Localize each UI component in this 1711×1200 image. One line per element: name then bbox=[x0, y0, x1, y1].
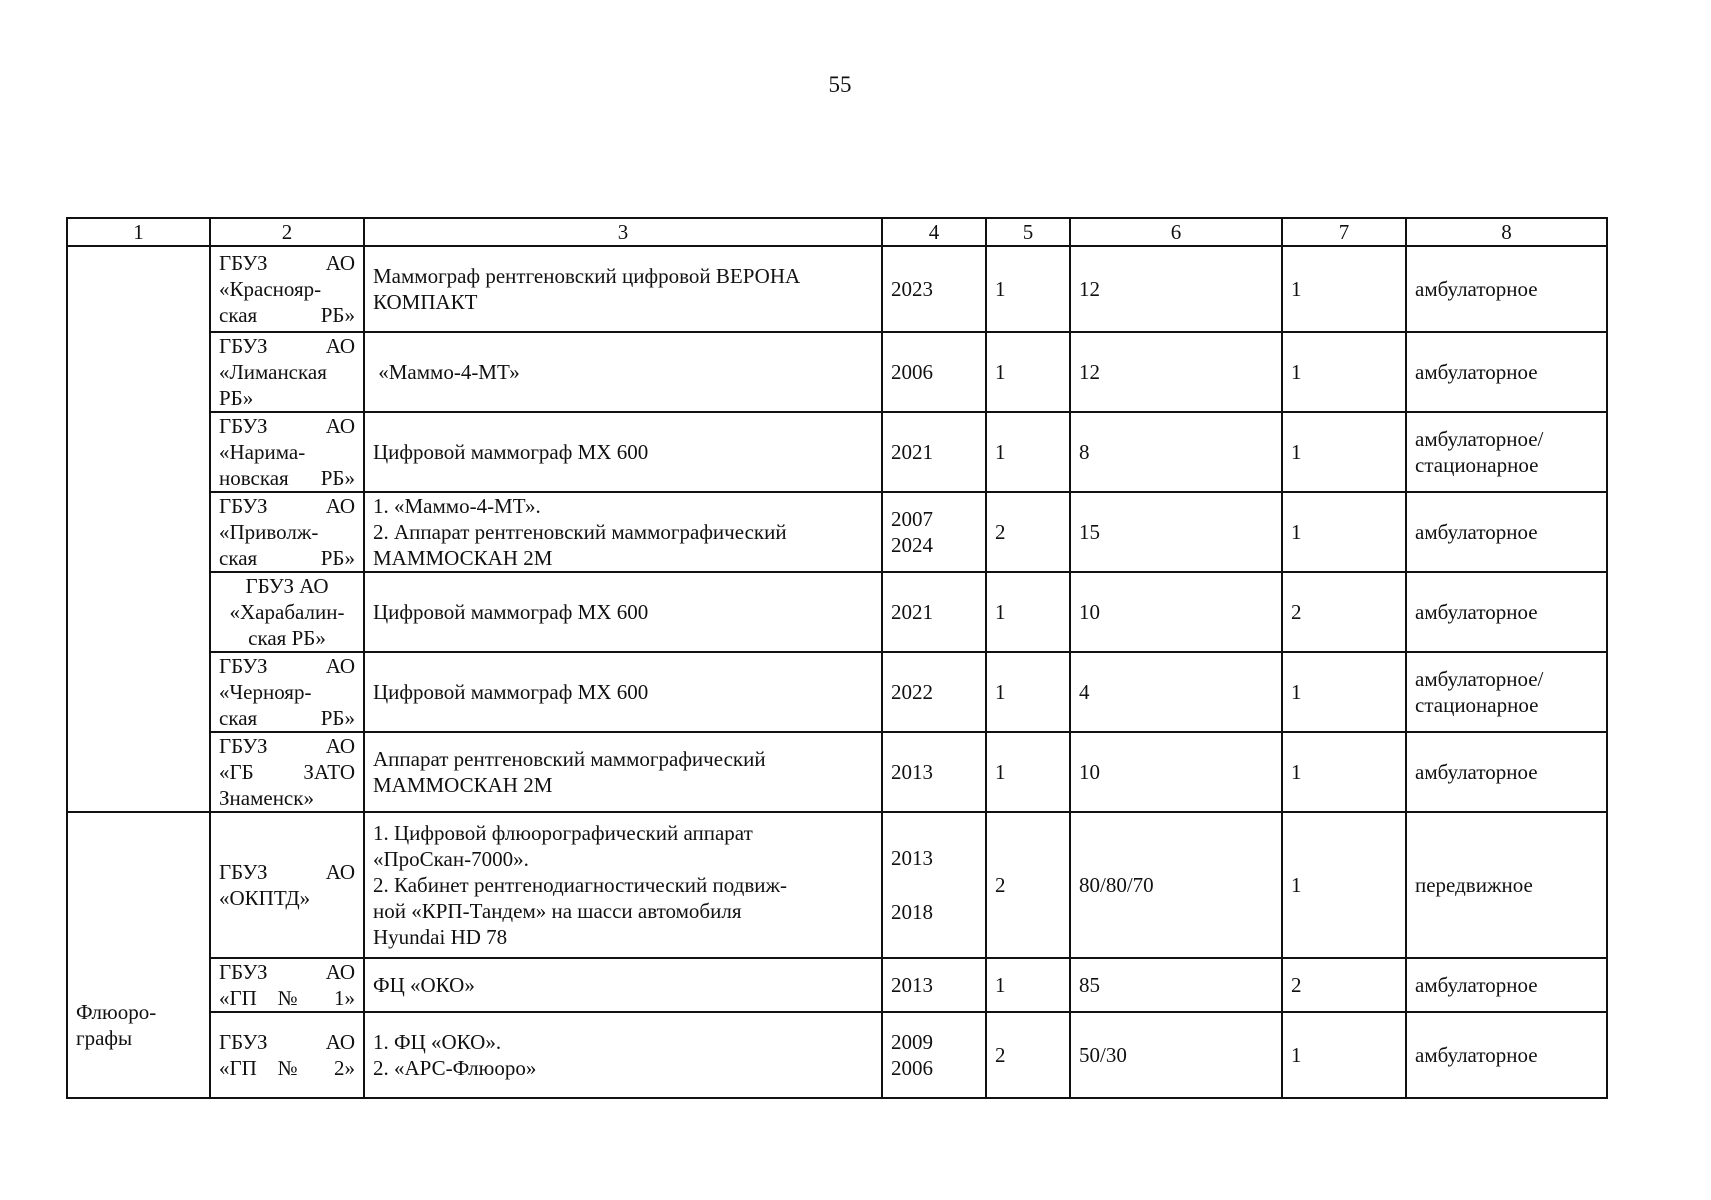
equipment-cell bbox=[364, 812, 882, 958]
equipment-line: ной «КРП-Тандем» на шасси автомобиля bbox=[373, 899, 742, 923]
year-cell bbox=[882, 958, 986, 1012]
equipment-line: МАММОСКАН 2М bbox=[373, 546, 553, 570]
value-cell-c7: 2 bbox=[1282, 572, 1406, 652]
year-line: 2006 bbox=[891, 1056, 933, 1080]
year-line: 2009 bbox=[891, 1030, 933, 1054]
organization-cell bbox=[210, 246, 364, 332]
value-cell-c6: 8 bbox=[1070, 412, 1282, 492]
value-cell-c6: 12 bbox=[1070, 246, 1282, 332]
header-row bbox=[67, 218, 1607, 246]
table-row bbox=[67, 652, 1607, 732]
value-cell-c7: 1 bbox=[1282, 732, 1406, 812]
usage-type-line: амбулаторное bbox=[1415, 973, 1538, 997]
equipment-line: «Маммо-4-МТ» bbox=[373, 360, 520, 384]
equipment-line: МАММОСКАН 2М bbox=[373, 773, 553, 797]
value-cell-c5: 1 bbox=[986, 412, 1070, 492]
equipment-cell bbox=[364, 652, 882, 732]
column-header: 6 bbox=[1070, 218, 1282, 246]
equipment-cell bbox=[364, 332, 882, 412]
table-row bbox=[67, 412, 1607, 492]
usage-type-cell bbox=[1406, 412, 1607, 492]
organization-line: ГБУЗ АО bbox=[219, 494, 355, 518]
value-cell-c7: 1 bbox=[1282, 1012, 1406, 1098]
year-line: 2007 bbox=[891, 507, 933, 531]
year-cell bbox=[882, 732, 986, 812]
table-row bbox=[67, 332, 1607, 412]
organization-line: «ГП № 2» bbox=[219, 1056, 355, 1080]
column-header: 7 bbox=[1282, 218, 1406, 246]
equipment-cell bbox=[364, 492, 882, 572]
value-cell-c5: 1 bbox=[986, 652, 1070, 732]
organization-cell bbox=[210, 492, 364, 572]
equipment-line: Hyundai HD 78 bbox=[373, 925, 508, 949]
value-cell-c6: 4 bbox=[1070, 652, 1282, 732]
organization-cell bbox=[210, 652, 364, 732]
value-cell-c5: 1 bbox=[986, 332, 1070, 412]
table-row bbox=[67, 812, 1607, 958]
equipment-line: ФЦ «ОКО» bbox=[373, 973, 475, 997]
year-line: 2022 bbox=[891, 680, 933, 704]
equipment-cell bbox=[364, 1012, 882, 1098]
organization-line: ская РБ» bbox=[248, 626, 326, 650]
value-cell-c6: 12 bbox=[1070, 332, 1282, 412]
usage-type-line: амбулаторное/ bbox=[1415, 667, 1544, 691]
value-cell-c6: 80/80/70 bbox=[1070, 812, 1282, 958]
organization-line: «ОКПТД» bbox=[219, 886, 311, 910]
usage-type-cell bbox=[1406, 332, 1607, 412]
equipment-cell bbox=[364, 958, 882, 1012]
equipment-line: 1. ФЦ «ОКО». bbox=[373, 1030, 502, 1054]
usage-type-line: стационарное bbox=[1415, 693, 1539, 717]
value-cell-c7: 2 bbox=[1282, 958, 1406, 1012]
column-header: 1 bbox=[67, 218, 210, 246]
year-cell bbox=[882, 332, 986, 412]
equipment-line: 2. Кабинет рентгенодиагностический подвиж- bbox=[373, 873, 787, 897]
value-cell-c6: 15 bbox=[1070, 492, 1282, 572]
usage-type-line: амбулаторное/ bbox=[1415, 427, 1544, 451]
organization-line: ГБУЗ АО bbox=[219, 414, 355, 438]
usage-type-line: амбулаторное bbox=[1415, 520, 1538, 544]
organization-line: «ГБ ЗАТО bbox=[219, 760, 355, 784]
value-cell-c7: 1 bbox=[1282, 652, 1406, 732]
organization-line: «Лиманская bbox=[219, 360, 327, 384]
organization-line: «Чернояр- bbox=[219, 680, 312, 704]
year-cell bbox=[882, 652, 986, 732]
category-cell bbox=[67, 812, 210, 1098]
value-cell-c5: 1 bbox=[986, 958, 1070, 1012]
equipment-line: КОМПАКТ bbox=[373, 290, 478, 314]
category-label-line: Флюоро- bbox=[76, 1000, 157, 1024]
column-header: 8 bbox=[1406, 218, 1607, 246]
organization-line: РБ» bbox=[219, 386, 254, 410]
organization-line: ская РБ» bbox=[219, 706, 355, 730]
usage-type-cell bbox=[1406, 652, 1607, 732]
year-cell bbox=[882, 492, 986, 572]
usage-type-line: стационарное bbox=[1415, 453, 1539, 477]
organization-cell bbox=[210, 958, 364, 1012]
organization-cell bbox=[210, 572, 364, 652]
usage-type-line: амбулаторное bbox=[1415, 760, 1538, 784]
year-cell bbox=[882, 812, 986, 958]
category-label bbox=[76, 999, 201, 1051]
organization-line: «ГП № 1» bbox=[219, 986, 355, 1010]
organization-line: ГБУЗ АО bbox=[219, 334, 355, 358]
category-label-line: графы bbox=[76, 1026, 133, 1050]
year-cell bbox=[882, 572, 986, 652]
table-row bbox=[67, 732, 1607, 812]
organization-line: «Краснояр- bbox=[219, 277, 322, 301]
usage-type-cell bbox=[1406, 812, 1607, 958]
year-line: 2021 bbox=[891, 600, 933, 624]
equipment-cell bbox=[364, 732, 882, 812]
equipment-line: Маммограф рентгеновский цифровой ВЕРОНА bbox=[373, 264, 801, 288]
organization-cell bbox=[210, 732, 364, 812]
value-cell-c5: 2 bbox=[986, 492, 1070, 572]
year-line: 2013 bbox=[891, 846, 933, 870]
usage-type-cell bbox=[1406, 732, 1607, 812]
table-row bbox=[67, 572, 1607, 652]
value-cell-c6: 10 bbox=[1070, 572, 1282, 652]
year-line: 2006 bbox=[891, 360, 933, 384]
value-cell-c5: 1 bbox=[986, 732, 1070, 812]
equipment-line: Аппарат рентгеновский маммографический bbox=[373, 747, 766, 771]
equipment-line: 1. Цифровой флюорографический аппарат bbox=[373, 821, 753, 845]
equipment-line: «ПроСкан-7000». bbox=[373, 847, 529, 871]
column-header: 2 bbox=[210, 218, 364, 246]
organization-line: ГБУЗ АО bbox=[219, 251, 355, 275]
organization-cell bbox=[210, 332, 364, 412]
value-cell-c7: 1 bbox=[1282, 246, 1406, 332]
organization-line: «Нарима- bbox=[219, 440, 306, 464]
organization-line: Знаменск» bbox=[219, 786, 314, 810]
table-row bbox=[67, 492, 1607, 572]
equipment-cell bbox=[364, 412, 882, 492]
equipment-line: Цифровой маммограф MX 600 bbox=[373, 600, 649, 624]
column-header: 3 bbox=[364, 218, 882, 246]
organization-line: ГБУЗ АО bbox=[219, 860, 355, 884]
equipment-cell bbox=[364, 572, 882, 652]
usage-type-line: передвижное bbox=[1415, 873, 1533, 897]
equipment-line: 2. Аппарат рентгеновский маммографический bbox=[373, 520, 787, 544]
value-cell-c7: 1 bbox=[1282, 412, 1406, 492]
equipment-table bbox=[66, 217, 1608, 1099]
value-cell-c6: 50/30 bbox=[1070, 1012, 1282, 1098]
usage-type-cell bbox=[1406, 572, 1607, 652]
organization-line: «Приволж- bbox=[219, 520, 319, 544]
year-cell bbox=[882, 1012, 986, 1098]
column-header: 5 bbox=[986, 218, 1070, 246]
usage-type-cell bbox=[1406, 492, 1607, 572]
value-cell-c7: 1 bbox=[1282, 812, 1406, 958]
organization-cell bbox=[210, 1012, 364, 1098]
table-row bbox=[67, 1012, 1607, 1098]
organization-cell bbox=[210, 812, 364, 958]
year-line: 2018 bbox=[891, 900, 933, 924]
organization-line: «Харабалин- bbox=[229, 600, 345, 624]
usage-type-line: амбулаторное bbox=[1415, 277, 1538, 301]
organization-line: ГБУЗ АО bbox=[219, 734, 355, 758]
value-cell-c5: 2 bbox=[986, 812, 1070, 958]
value-cell-c5: 2 bbox=[986, 1012, 1070, 1098]
year-line: 2013 bbox=[891, 760, 933, 784]
usage-type-line: амбулаторное bbox=[1415, 600, 1538, 624]
organization-line: ская РБ» bbox=[219, 303, 355, 327]
usage-type-cell bbox=[1406, 1012, 1607, 1098]
year-line: 2013 bbox=[891, 973, 933, 997]
value-cell-c7: 1 bbox=[1282, 492, 1406, 572]
usage-type-cell bbox=[1406, 958, 1607, 1012]
equipment-line: 2. «АРС-Флюоро» bbox=[373, 1056, 537, 1080]
organization-line: ГБУЗ АО bbox=[219, 960, 355, 984]
organization-line: новская РБ» bbox=[219, 466, 355, 490]
column-header: 4 bbox=[882, 218, 986, 246]
organization-line: ГБУЗ АО bbox=[219, 654, 355, 678]
year-line: 2021 bbox=[891, 440, 933, 464]
value-cell-c5: 1 bbox=[986, 246, 1070, 332]
category-cell-empty bbox=[67, 246, 210, 812]
organization-line: ская РБ» bbox=[219, 546, 355, 570]
usage-type-cell bbox=[1406, 246, 1607, 332]
usage-type-line: амбулаторное bbox=[1415, 360, 1538, 384]
year-cell bbox=[882, 412, 986, 492]
usage-type-line: амбулаторное bbox=[1415, 1043, 1538, 1067]
organization-line: ГБУЗ АО bbox=[245, 574, 329, 598]
year-line: 2024 bbox=[891, 533, 933, 557]
value-cell-c5: 1 bbox=[986, 572, 1070, 652]
page-number: 55 bbox=[828, 72, 852, 97]
table-row bbox=[67, 246, 1607, 332]
year-line: 2023 bbox=[891, 277, 933, 301]
value-cell-c6: 85 bbox=[1070, 958, 1282, 1012]
equipment-line: Цифровой маммограф MX 600 bbox=[373, 440, 649, 464]
organization-line: ГБУЗ АО bbox=[219, 1030, 355, 1054]
equipment-line: 1. «Маммо-4-МТ». bbox=[373, 494, 541, 518]
equipment-cell bbox=[364, 246, 882, 332]
value-cell-c7: 1 bbox=[1282, 332, 1406, 412]
year-cell bbox=[882, 246, 986, 332]
value-cell-c6: 10 bbox=[1070, 732, 1282, 812]
organization-cell bbox=[210, 412, 364, 492]
table-row bbox=[67, 958, 1607, 1012]
equipment-line: Цифровой маммограф MX 600 bbox=[373, 680, 649, 704]
